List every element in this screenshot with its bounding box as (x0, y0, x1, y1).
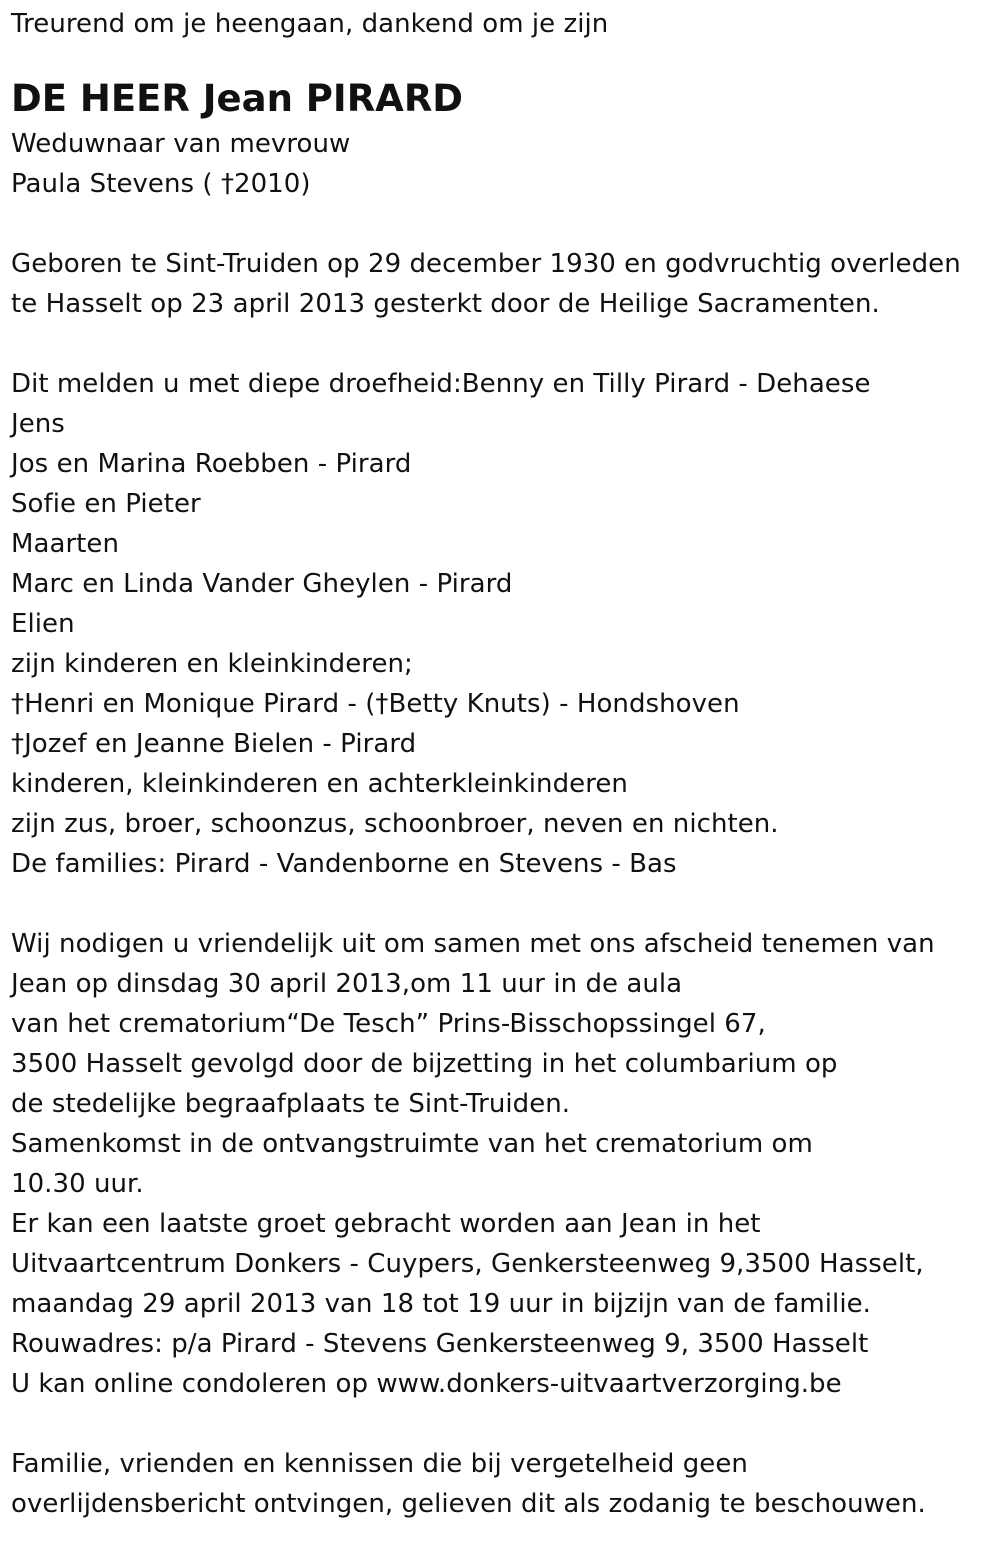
ceremony-line: Er kan een laatste groet gebracht worden aan Jean in het (11, 1209, 761, 1239)
family-member: kinderen, kleinkinderen en achterkleinkinderen (11, 769, 628, 799)
birth-death-line-1: Geboren te Sint-Truiden op 29 december 1930 en godvruchtig overleden (11, 249, 961, 279)
spouse-line (11, 164, 996, 204)
announcement-intro: Dit melden u met diepe droefheid:Benny en Tilly Pirard - Dehaese (11, 369, 871, 399)
ceremony-line: Samenkomst in de ontvangstruimte van het crematorium om (11, 1129, 813, 1159)
sibling-text: Jozef en Jeanne Bielen - Pirard (24, 729, 417, 759)
birth-death-line-2: te Hasselt op 23 april 2013 gesterkt door de Heilige Sacramenten. (11, 289, 880, 319)
deceased-name: DE HEER Jean PIRARD (11, 77, 464, 120)
ceremony-line: Jean op dinsdag 30 april 2013,om 11 uur in de aula (11, 969, 683, 999)
sibling-text: Betty Knuts) - Hondshoven (388, 689, 740, 719)
family-member: Jens (11, 409, 65, 439)
cross-icon: † (220, 169, 234, 199)
family-member: Jos en Marina Roebben - Pirard (11, 449, 412, 479)
spacer (11, 884, 996, 924)
motto: Treurend om je heengaan, dankend om je zijn (11, 9, 609, 39)
spouse-name: Paula Stevens ( (11, 169, 213, 199)
sibling-line-1 (11, 684, 996, 724)
cross-icon: † (11, 689, 25, 719)
ceremony-line: 3500 Hasselt gevolgd door de bijzetting in het columbarium op (11, 1049, 838, 1079)
obituary-notice (11, 4, 996, 1524)
family-member: De families: Pirard - Vandenborne en Stevens - Bas (11, 849, 677, 879)
cross-icon: † (11, 729, 25, 759)
spacer (11, 1404, 996, 1444)
ceremony-line: 10.30 uur. (11, 1169, 144, 1199)
ceremony-line: maandag 29 april 2013 van 18 tot 19 uur in bijzijn van de familie. (11, 1289, 871, 1319)
ceremony-line: van het crematorium“De Tesch” Prins-Bisschopssingel 67, (11, 1009, 766, 1039)
spouse-year: 2010) (234, 169, 311, 199)
family-member: zijn kinderen en kleinkinderen; (11, 649, 413, 679)
family-member: Maarten (11, 529, 120, 559)
spacer (11, 324, 996, 364)
sibling-line-2 (11, 724, 996, 764)
cross-icon: † (375, 689, 389, 719)
ceremony-line: Rouwadres: p/a Pirard - Stevens Genkersteenweg 9, 3500 Hasselt (11, 1329, 869, 1359)
family-member: Sofie en Pieter (11, 489, 201, 519)
ceremony-line: U kan online condoleren op www.donkers-uitvaartverzorging.be (11, 1369, 842, 1399)
sibling-text: Henri en Monique Pirard - ( (24, 689, 376, 719)
family-member: Elien (11, 609, 75, 639)
widower-line: Weduwnaar van mevrouw (11, 129, 351, 159)
ceremony-line: Wij nodigen u vriendelijk uit om samen met ons afscheid tenemen van (11, 929, 935, 959)
ceremony-line: de stedelijke begraafplaats te Sint-Truiden. (11, 1089, 571, 1119)
family-member: zijn zus, broer, schoonzus, schoonbroer, neven en nichten. (11, 809, 779, 839)
closing-line-2: overlijdensbericht ontvingen, gelieven dit als zodanig te beschouwen. (11, 1489, 926, 1519)
closing-line-1: Familie, vrienden en kennissen die bij vergetelheid geen (11, 1449, 748, 1479)
spacer (11, 204, 996, 244)
family-member: Marc en Linda Vander Gheylen - Pirard (11, 569, 513, 599)
ceremony-line: Uitvaartcentrum Donkers - Cuypers, Genkersteenweg 9,3500 Hasselt, (11, 1249, 924, 1279)
